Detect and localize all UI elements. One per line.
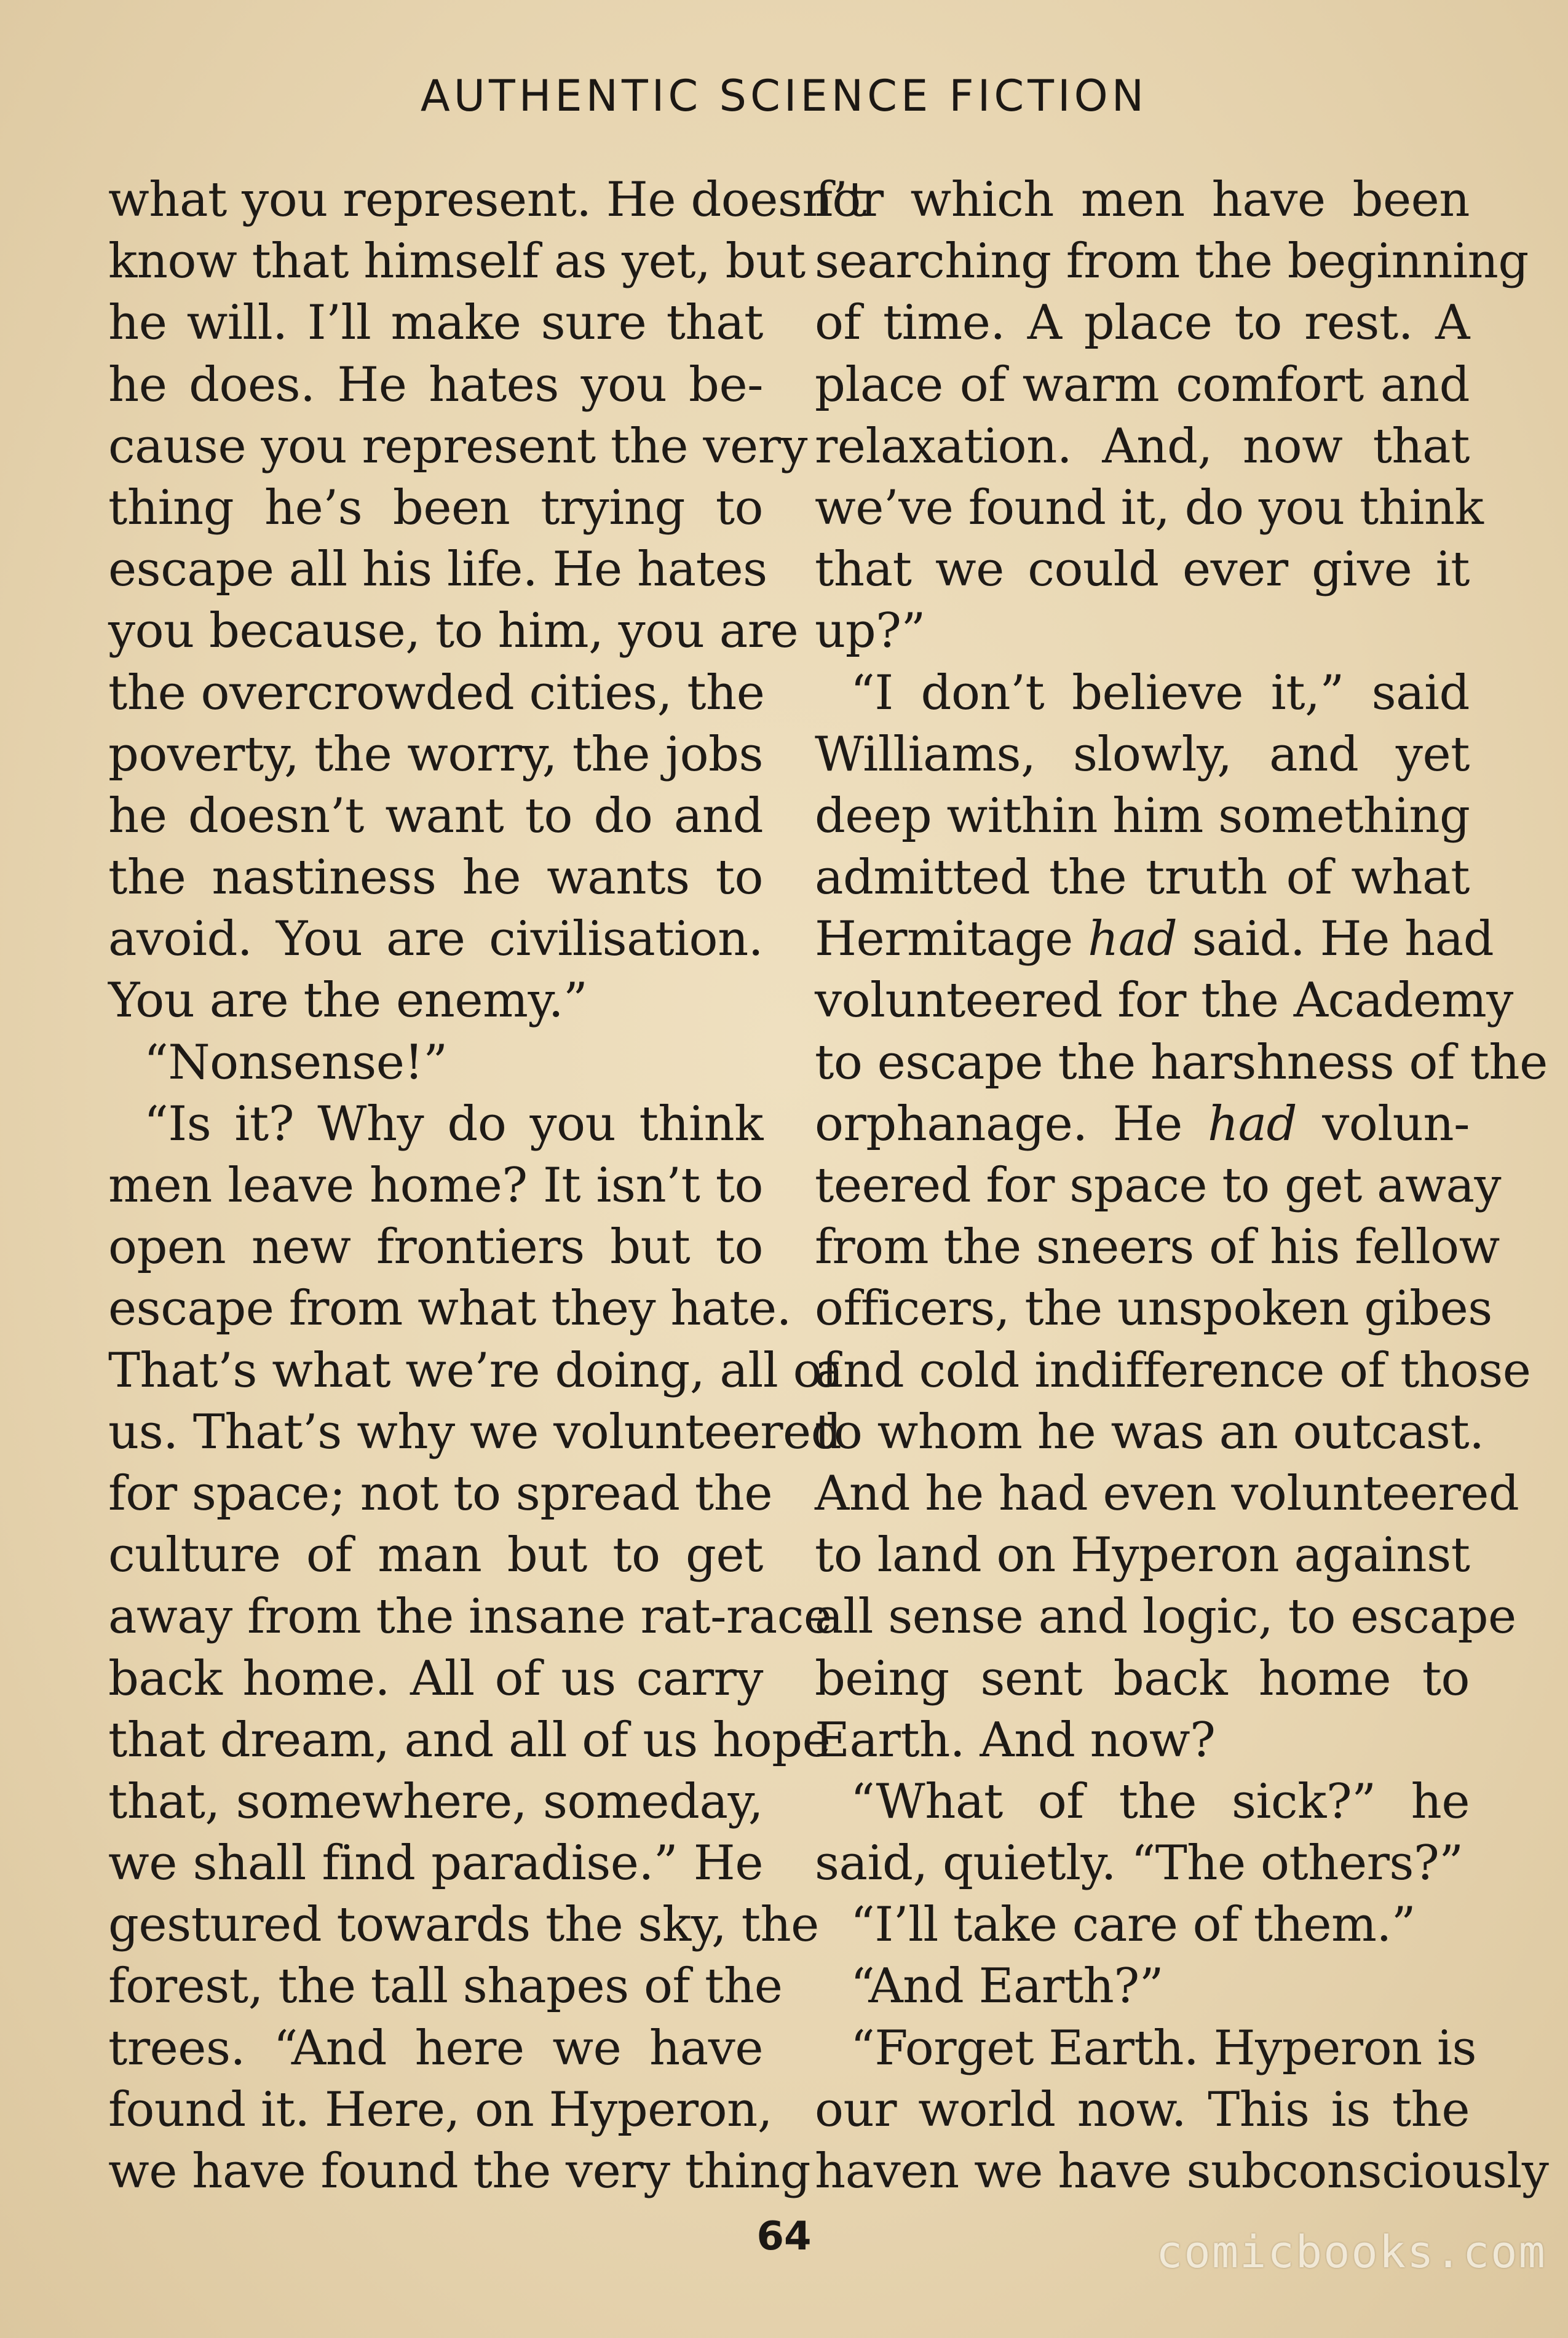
text-line: Williams, slowly, and yet [815,726,1470,782]
text-line: Earth. And now? [815,1712,1216,1768]
text-line: “Is it? Why do you think [144,1096,763,1152]
text-line: back home. All of us carry [108,1650,763,1706]
text-line: being sent back home to [815,1650,1470,1706]
text-line: the overcrowded cities, the [108,665,765,721]
text-line: volunteered for the Academy [815,973,1513,1029]
text-line: open new frontiers but to [108,1219,763,1275]
text-line: admitted the truth of what [815,850,1470,906]
text-line: cause you represent the very [108,418,807,474]
text-line: what you represent. He doesn’t [108,172,867,228]
text-line: orphanage. He had volun- [815,1096,1470,1152]
text-line: us. That’s why we volunteered [108,1404,842,1460]
text-line: culture of man but to get [108,1528,763,1583]
text-line: from the sneers of his fellow [815,1219,1500,1275]
text-line: gestured towards the sky, the [108,1897,819,1953]
text-line: to escape the harshness of the [815,1034,1548,1090]
text-line: know that himself as yet, but [108,234,806,290]
text-line: our world now. This is the [815,2082,1470,2138]
text-line: to land on Hyperon against [815,1528,1470,1583]
text-line: that, somewhere, someday, [108,1773,763,1829]
text-line: all sense and logic, to escape [815,1589,1516,1645]
text-line: away from the insane rat-race [108,1589,832,1645]
text-line: poverty, the worry, the jobs [108,726,763,782]
text-line: officers, the unspoken gibes [815,1281,1492,1337]
text-line: up?” [815,603,925,659]
text-line: thing he’s been trying to [108,480,763,536]
text-line: escape all his life. He hates [108,542,767,598]
text-line: he does. He hates you be- [108,357,763,413]
text-line: haven we have subconsciously [815,2144,1549,2199]
text-line: we’ve found it, do you think [815,480,1484,536]
text-line: we shall find paradise.” He [108,1836,763,1892]
text-line: of time. A place to rest. A [815,295,1470,351]
text-line: we have found the very thing [108,2144,811,2199]
text-line: teered for space to get away [815,1158,1502,1213]
text-line: to whom he was an outcast. [815,1404,1484,1460]
page-number: 64 [756,2214,812,2259]
text-line: That’s what we’re doing, all of [108,1342,839,1398]
text-line: “I’ll take care of them.” [850,1897,1416,1953]
text-line: for space; not to spread the [108,1465,773,1521]
right-text-column [815,169,1549,2202]
text-line: relaxation. And, now that [815,418,1470,474]
text-line: the nastiness he wants to [108,850,763,906]
text-line: men leave home? It isn’t to [108,1158,763,1213]
text-line: searching from the beginning [815,234,1529,290]
text-line: and cold indifference of those [815,1342,1531,1398]
text-line: found it. Here, on Hyperon, [108,2082,773,2138]
text-line: “I don’t believe it,” said [850,665,1470,721]
text-line: trees. “And here we have [108,2020,763,2076]
text-line: You are the enemy.” [108,973,588,1029]
text-line: “What of the sick?” he [850,1773,1470,1829]
text-line: he will. I’ll make sure that [108,295,763,351]
text-line: “And Earth?” [850,1959,1164,2015]
text-line: place of warm comfort and [815,357,1470,413]
text-line: for which men have been [815,172,1470,228]
text-line: escape from what they hate. [108,1281,791,1337]
text-line: that we could ever give it [815,542,1470,598]
text-line: forest, the tall shapes of the [108,1959,783,2015]
text-line: he doesn’t want to do and [108,788,763,844]
left-text-column [108,169,867,2202]
text-line: you because, to him, you are [108,603,799,659]
running-header: AUTHENTIC SCIENCE FICTION [420,71,1148,121]
text-line: that dream, and all of us hope [108,1712,831,1768]
text-line: said, quietly. “The others?” [815,1836,1463,1892]
text-line: “Nonsense!” [144,1034,448,1090]
text-line: “Forget Earth. Hyperon is [850,2020,1477,2076]
text-line: And he had even volunteered [815,1465,1519,1521]
text-line: Hermitage had said. He had [815,911,1494,967]
text-line: deep within him something [815,788,1470,844]
watermark: comicbooks.com [1156,2226,1546,2278]
text-line: avoid. You are civilisation. [108,911,763,967]
